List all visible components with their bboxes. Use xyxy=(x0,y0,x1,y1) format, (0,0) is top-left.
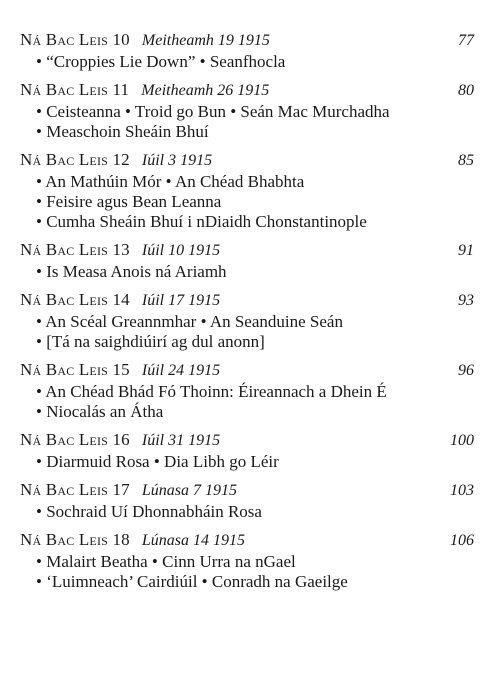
entry-contents-line: • An Mathúin Mór • An Chéad Bhabhta xyxy=(36,172,305,191)
entry-date: Lúnasa 7 1915 xyxy=(141,482,238,499)
entry-label: Ná Bac Leis 14 xyxy=(20,290,130,309)
entry-contents-line: • An Scéal Greannmhar • An Seanduine Seán xyxy=(36,312,343,331)
toc-entry-heading xyxy=(20,290,474,312)
entry-date: Iúil 24 1915 xyxy=(141,362,221,379)
toc-entry xyxy=(20,30,474,72)
toc-entry xyxy=(20,150,474,232)
entry-label: Ná Bac Leis 17 xyxy=(20,480,130,499)
entry-date: Meitheamh 19 1915 xyxy=(141,32,270,49)
entry-contents-line: • “Croppies Lie Down” • Seanfhocla xyxy=(36,52,286,71)
entry-label: Ná Bac Leis 15 xyxy=(20,360,130,379)
toc-entry-heading xyxy=(20,240,474,262)
entry-contents-line: • Malairt Beatha • Cinn Urra na nGael xyxy=(36,552,296,571)
entry-page-number: 93 xyxy=(458,292,474,309)
entry-date: Meitheamh 26 1915 xyxy=(141,82,270,99)
entry-page-number: 77 xyxy=(458,32,474,49)
entry-page-number: 85 xyxy=(458,152,474,169)
entry-contents-line: • Ceisteanna • Troid go Bun • Seán Mac Murchadha xyxy=(36,102,390,121)
entry-page-number: 103 xyxy=(450,482,474,499)
entry-date: Iúil 3 1915 xyxy=(141,152,213,169)
entry-contents-line: • An Chéad Bhád Fó Thoinn: Éireannach a Dhein É xyxy=(36,382,387,401)
entry-page-number: 100 xyxy=(450,432,474,449)
entry-label: Ná Bac Leis 10 xyxy=(20,30,130,49)
toc-entry-heading xyxy=(20,480,474,502)
entry-page-number: 96 xyxy=(458,362,474,379)
entry-contents-line: • Measchoin Sheáin Bhuí xyxy=(36,122,209,141)
entry-contents-line: • Cumha Sheáin Bhuí i nDiaidh Chonstantinople xyxy=(36,212,367,231)
entry-date: Iúil 17 1915 xyxy=(141,292,221,309)
entry-contents-line: • Is Measa Anois ná Ariamh xyxy=(36,262,227,281)
entry-contents-line: • Sochraid Uí Dhonnabháin Rosa xyxy=(36,502,262,521)
toc-entry xyxy=(20,480,474,522)
toc-entry-heading xyxy=(20,430,474,452)
toc-entry xyxy=(20,430,474,472)
toc-entry-heading xyxy=(20,360,474,382)
toc-entry xyxy=(20,530,474,592)
toc-entry-heading xyxy=(20,80,474,102)
toc-entry-heading xyxy=(20,30,474,52)
toc-entry xyxy=(20,290,474,352)
entry-contents-line: • ‘Luimneach’ Cairdiúil • Conradh na Gaeilge xyxy=(36,572,348,591)
entry-label: Ná Bac Leis 16 xyxy=(20,430,130,449)
entry-date: Iúil 31 1915 xyxy=(141,432,221,449)
entry-label: Ná Bac Leis 11 xyxy=(20,80,130,99)
toc-entry xyxy=(20,240,474,282)
toc-entry-heading xyxy=(20,150,474,172)
entry-label: Ná Bac Leis 13 xyxy=(20,240,130,259)
entry-contents-line: • [Tá na saighdiúirí ag dul anonn] xyxy=(36,332,265,351)
entry-label: Ná Bac Leis 12 xyxy=(20,150,130,169)
entry-page-number: 80 xyxy=(458,82,474,99)
table-of-contents xyxy=(20,30,474,600)
entry-page-number: 106 xyxy=(450,532,474,549)
toc-entry xyxy=(20,80,474,142)
entry-contents-line: • Diarmuid Rosa • Dia Libh go Léir xyxy=(36,452,279,471)
entry-label: Ná Bac Leis 18 xyxy=(20,530,130,549)
toc-entry xyxy=(20,360,474,422)
entry-contents-line: • Niocalás an Átha xyxy=(36,402,164,421)
entry-contents-line: • Feisire agus Bean Leanna xyxy=(36,192,222,211)
entry-date: Lúnasa 14 1915 xyxy=(141,532,246,549)
toc-entry-heading xyxy=(20,530,474,552)
entry-page-number: 91 xyxy=(458,242,474,259)
entry-date: Iúil 10 1915 xyxy=(141,242,221,259)
